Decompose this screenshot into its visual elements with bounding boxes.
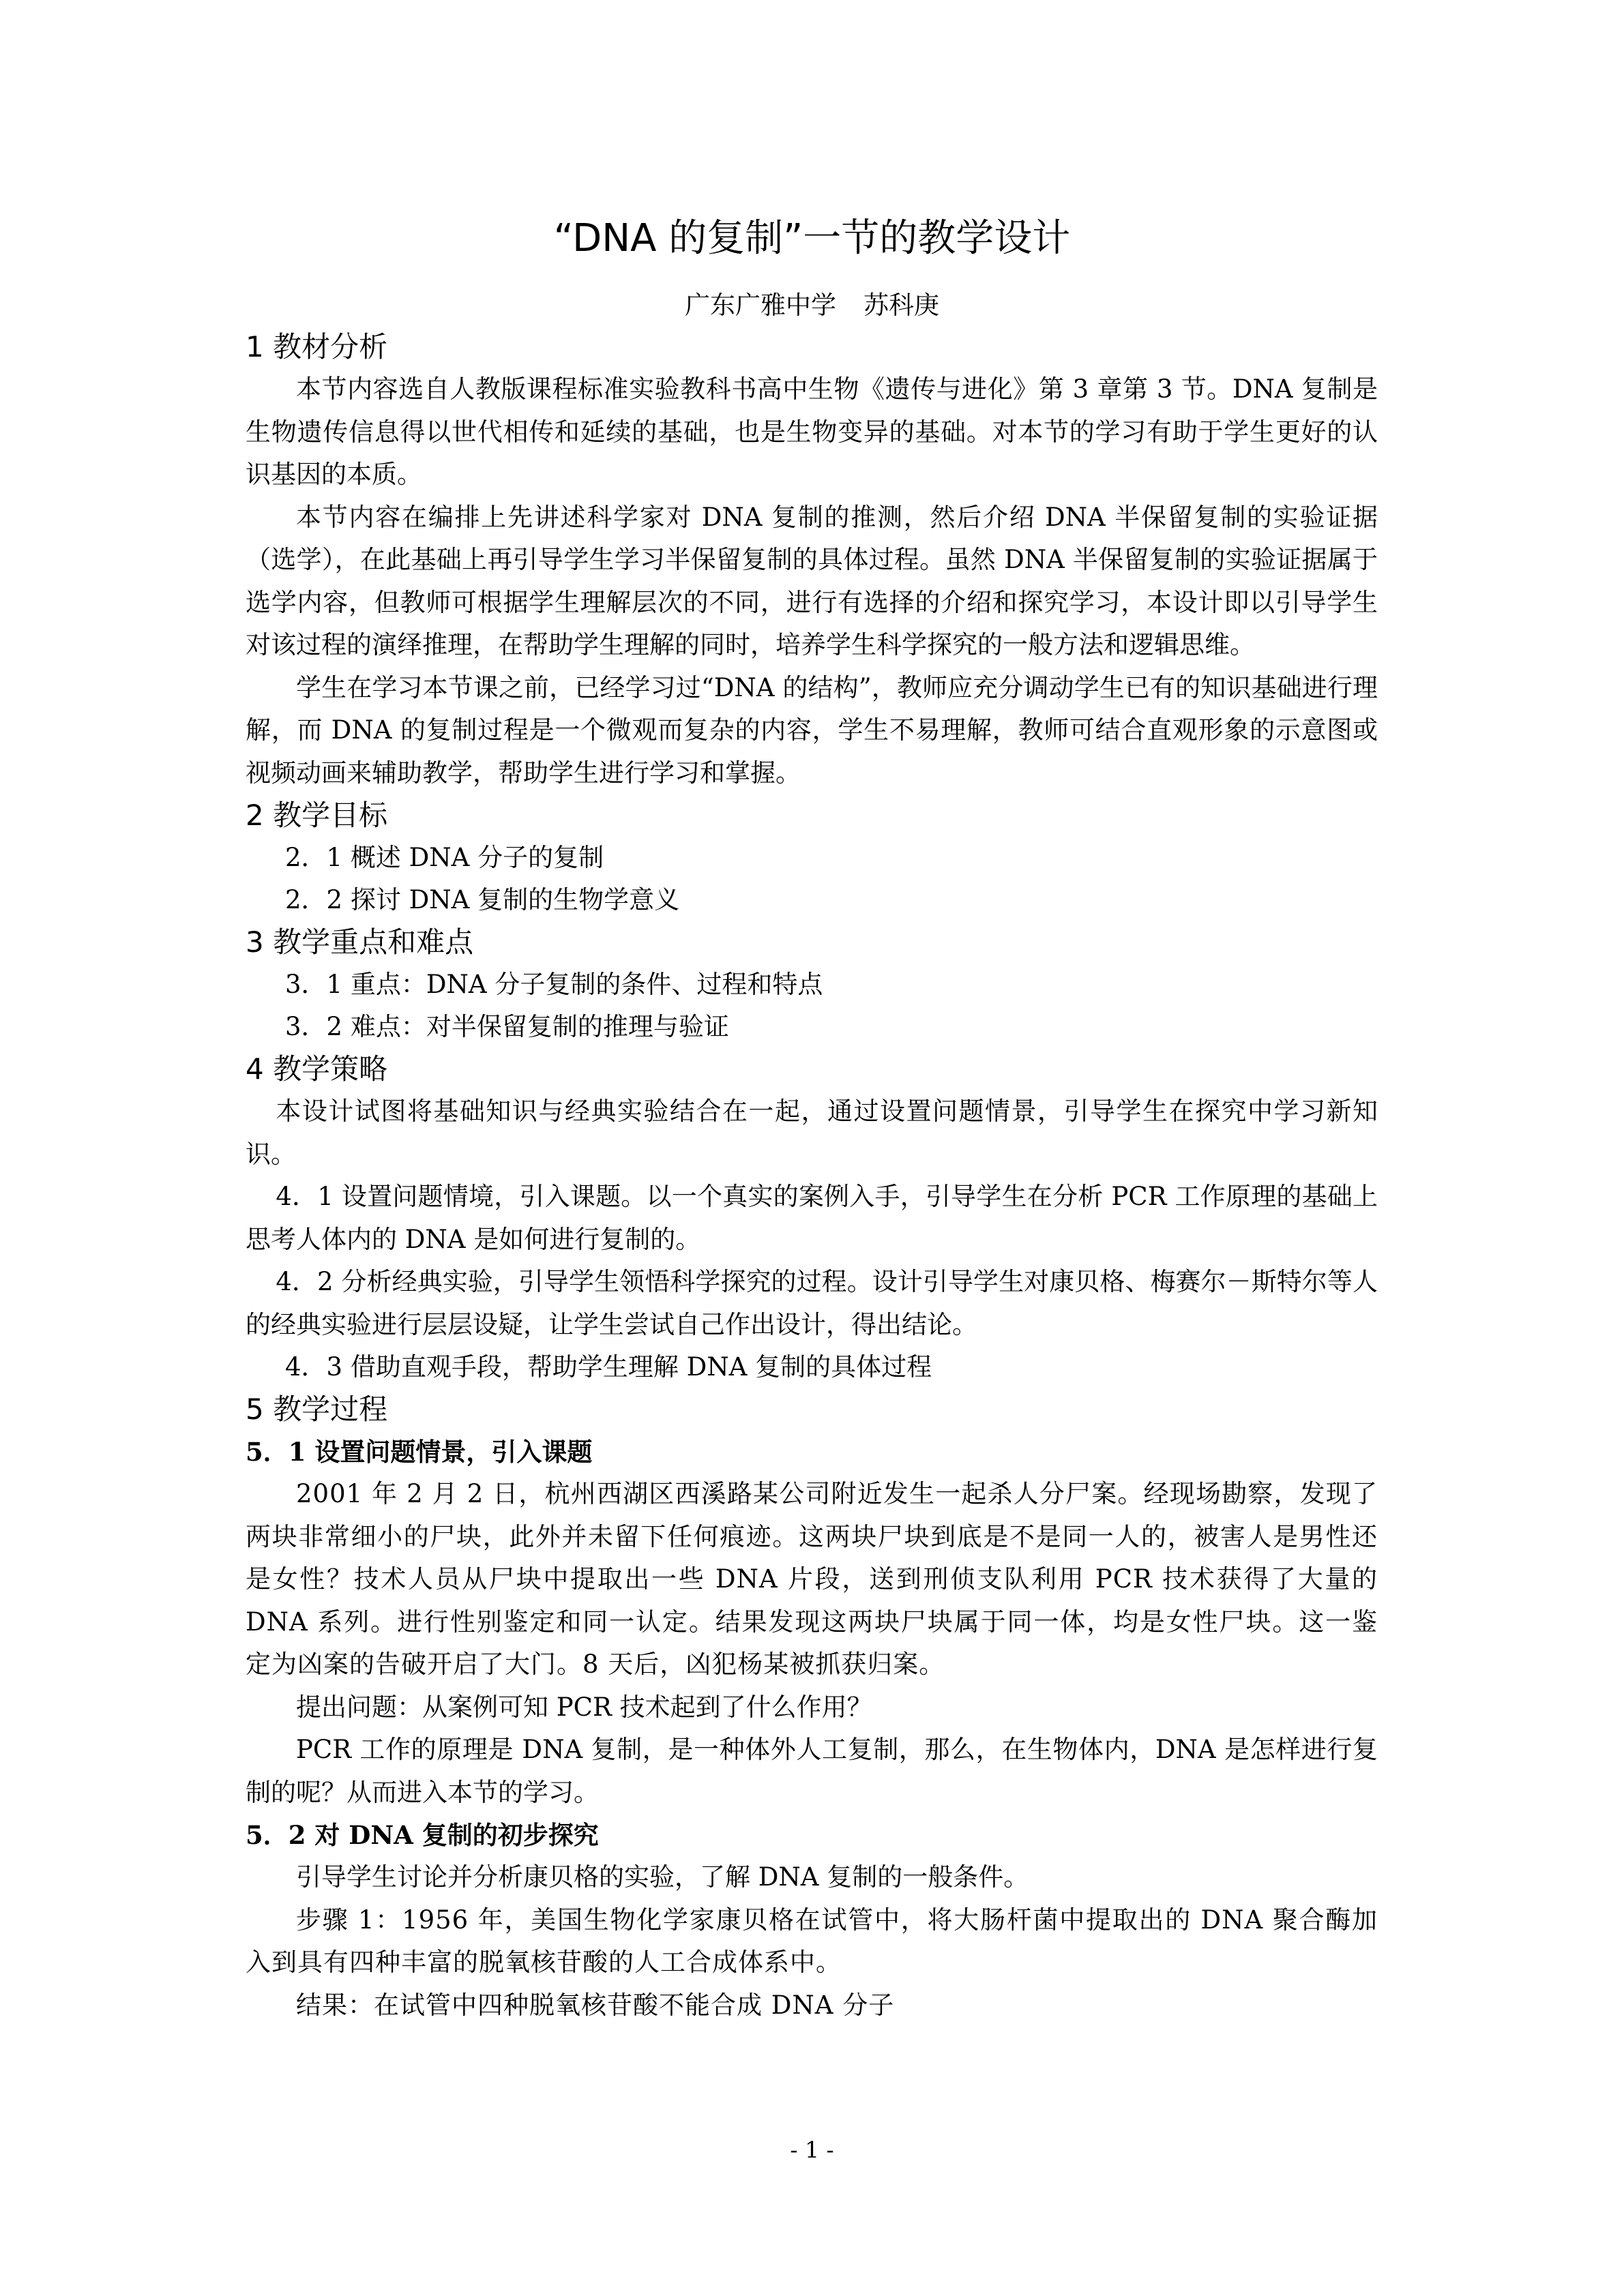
subsection-5-1-heading: 5．1 设置问题情景，引入课题 bbox=[246, 1437, 593, 1467]
author-line bbox=[0, 286, 1624, 325]
document-body bbox=[246, 326, 1378, 2027]
section-4-item-3: 4．3 借助直观手段，帮助学生理解 DNA 复制的具体过程 bbox=[285, 1352, 932, 1382]
subsection-5-2-paragraph-2: 步骤 1：1956 年，美国生物化学家康贝格在试管中，将大肠杆菌中提取出的 DNA 聚合酶加入到具有四种丰富的脱氧核苷酸的人工合成体系中。 bbox=[246, 1905, 1378, 1977]
subsection-5-1-paragraph-2: 提出问题：从案例可知 PCR 技术起到了什么作用？ bbox=[296, 1692, 872, 1722]
author-school: 广东广雅中学 bbox=[685, 290, 836, 320]
section-3-item-2: 3．2 难点：对半保留复制的推理与验证 bbox=[285, 1012, 729, 1041]
section-1-paragraph-2: 本节内容在编排上先讲述科学家对 DNA 复制的推测，然后介绍 DNA 半保留复制的实验证据（选学），在此基础上再引导学生学习半保留复制的具体过程。虽然 DNA 半保留复制的实验证据属于选学内容，但教师可根据学生理解层次的不同，进行有选择的介绍和探究学习，本设计即以引导学生对该过程的演绎推理，在帮助学生理解的同时，培养学生科学探究的一般方法和逻辑思维。 bbox=[246, 502, 1378, 659]
section-1-paragraph-1: 本节内容选自人教版课程标准实验教科书高中生物《遗传与进化》第 3 章第 3 节。DNA 复制是生物遗传信息得以世代相传和延续的基础，也是生物变异的基础。对本节的学习有助于学生更好的认识基因的本质。 bbox=[246, 374, 1378, 489]
section-2-heading: 2 教学目标 bbox=[246, 799, 388, 832]
section-3-item-1: 3．1 重点：DNA 分子复制的条件、过程和特点 bbox=[285, 970, 823, 999]
subsection-5-1-paragraph-1: 2001 年 2 月 2 日，杭州西湖区西溪路某公司附近发生一起杀人分尸案。经现场勘察，发现了两块非常细小的尸块，此外并未留下任何痕迹。这两块尸块到底是不是同一人的，被害人是男性还是女性？技术人员从尸块中提取出一些 DNA 片段，送到刑侦支队利用 PCR 技术获得了大量的 DNA 系列。进行性别鉴定和同一认定。结果发现这两块尸块属于同一体，均是女性尸块。这一鉴定为凶案的告破开启了大门。8 天后，凶犯杨某被抓获归案。 bbox=[246, 1479, 1378, 1679]
section-1-paragraph-3: 学生在学习本节课之前，已经学习过“DNA 的结构”，教师应充分调动学生已有的知识基础进行理解，而 DNA 的复制过程是一个微观而复杂的内容，学生不易理解，教师可结合直观形象的示意图或视频动画来辅助教学，帮助学生进行学习和掌握。 bbox=[246, 672, 1378, 788]
section-4-paragraph-2: 4．1 设置问题情境，引入课题。以一个真实的案例入手，引导学生在分析 PCR 工作原理的基础上思考人体内的 DNA 是如何进行复制的。 bbox=[246, 1182, 1378, 1254]
subsection-5-2-paragraph-3: 结果：在试管中四种脱氧核苷酸不能合成 DNA 分子 bbox=[296, 1990, 895, 2020]
subsection-5-2-heading: 5．2 对 DNA 复制的初步探究 bbox=[246, 1820, 599, 1850]
document-title: “DNA 的复制”一节的教学设计 bbox=[553, 216, 1071, 260]
author-name: 苏科庚 bbox=[863, 290, 939, 320]
page-number: - 1 - bbox=[790, 2136, 834, 2163]
subsection-5-2-paragraph-1: 引导学生讨论并分析康贝格的实验，了解 DNA 复制的一般条件。 bbox=[296, 1862, 1029, 1892]
section-4-paragraph-3: 4．2 分析经典实验，引导学生领悟科学探究的过程。设计引导学生对康贝格、梅赛尔－斯特尔等人的经典实验进行层层设疑，让学生尝试自己作出设计，得出结论。 bbox=[246, 1267, 1378, 1339]
section-3-heading: 3 教学重点和难点 bbox=[246, 925, 474, 959]
section-2-item-2: 2．2 探讨 DNA 复制的生物学意义 bbox=[285, 885, 680, 914]
section-5-heading: 5 教学过程 bbox=[246, 1392, 388, 1426]
section-2-item-1: 2．1 概述 DNA 分子的复制 bbox=[285, 843, 604, 872]
subsection-5-1-paragraph-3: PCR 工作的原理是 DNA 复制，是一种体外人工复制，那么，在生物体内，DNA 是怎样进行复制的呢？从而进入本节的学习。 bbox=[246, 1735, 1378, 1807]
section-4-paragraph-1: 本设计试图将基础知识与经典实验结合在一起，通过设置问题情景，引导学生在探究中学习新知识。 bbox=[246, 1097, 1378, 1169]
section-1-heading: 1 教材分析 bbox=[246, 330, 388, 363]
section-4-heading: 4 教学策略 bbox=[246, 1052, 388, 1086]
